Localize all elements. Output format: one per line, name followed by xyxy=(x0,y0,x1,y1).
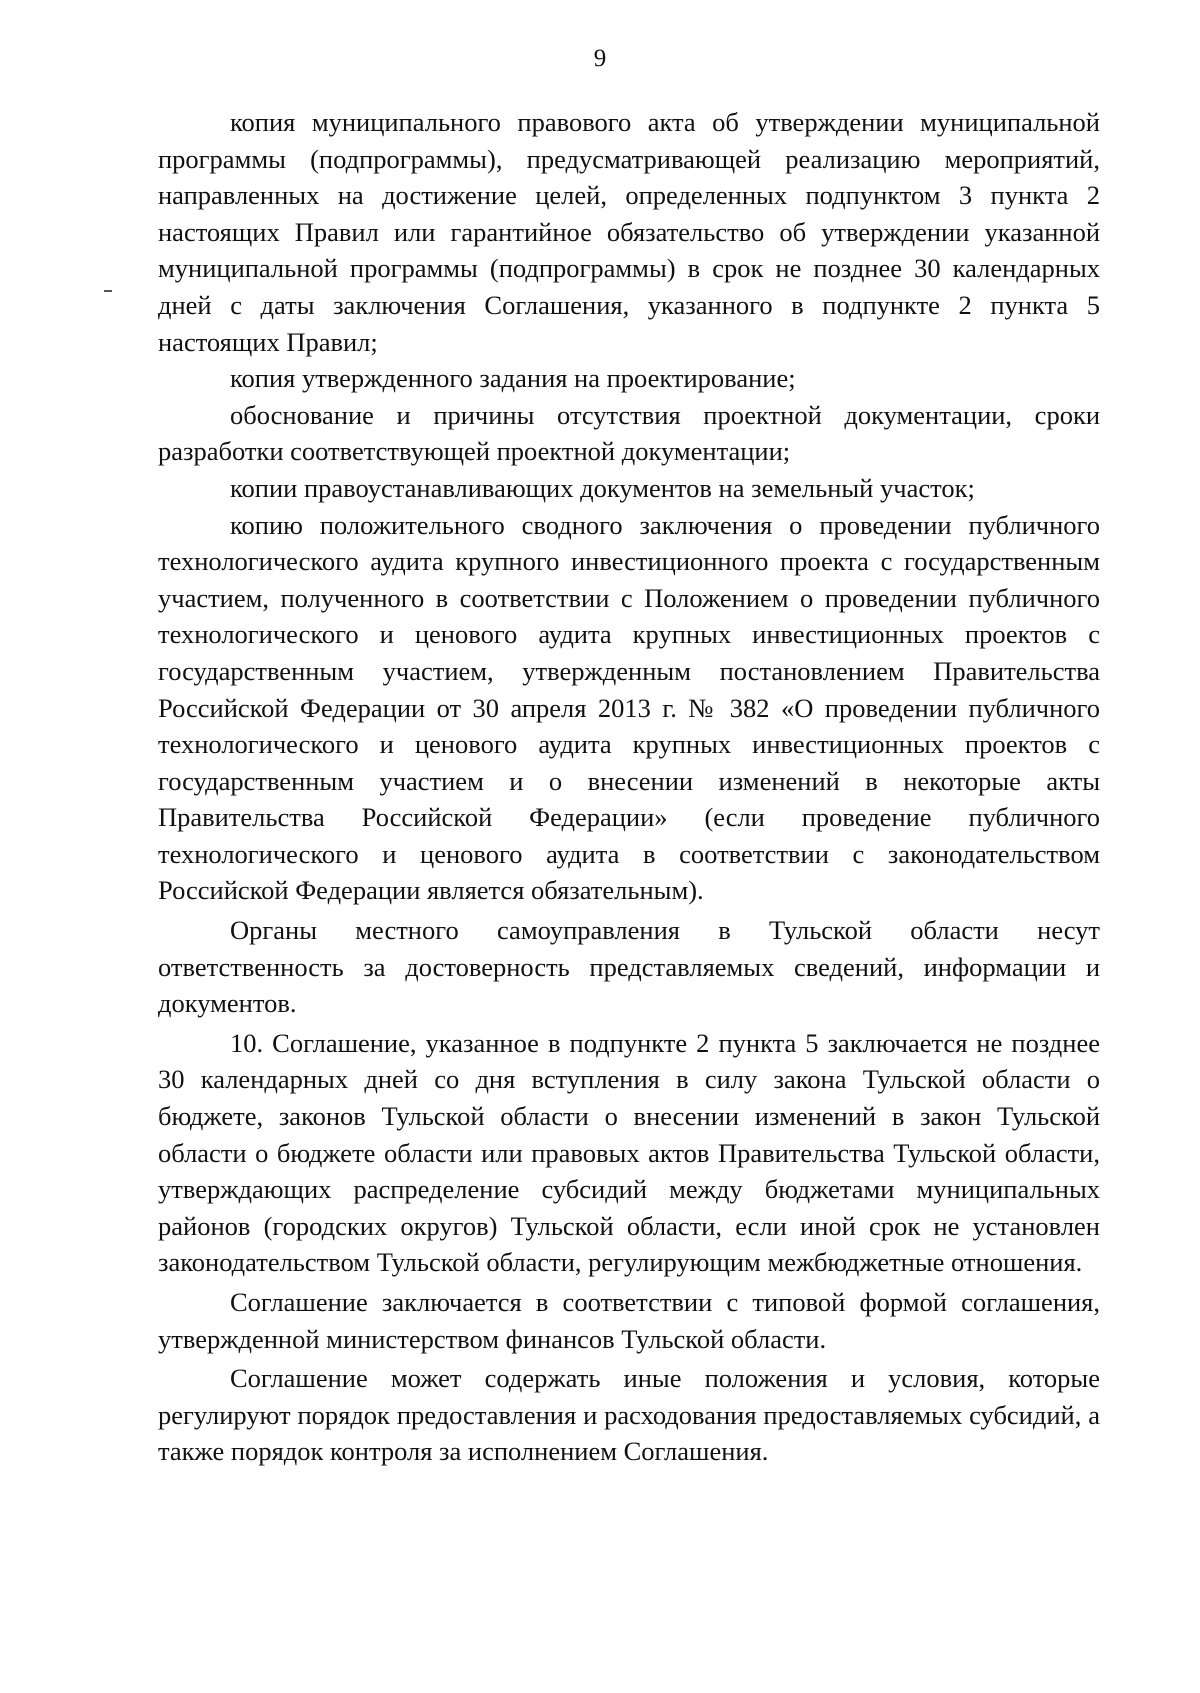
paragraph-local-government-responsibility: Органы местного самоуправления в Тульской области несут ответственность за достоверность представляемых сведений, информации и документов. xyxy=(158,915,1100,1019)
paragraph-point-10: 10. Соглашение, указанное в подпункте 2 пункта 5 заключается не позднее 30 календарных дней со дня вступления в силу закона Тульской области о бюджете, законов Тульской области о внесении изменений в закон Тульской области о бюджете области или правовых актов Правительства Тульской области, утверждающих распределение субсидий между бюджетами муниципальных районов (городских округов) Тульской области, если иной срок не установлен законодательством Тульской области, регулирующим межбюджетные отношения. xyxy=(158,1027,1100,1278)
paragraph-justification: обоснование и причины отсутствия проектной документации, сроки разработки соответствующей проектной документации; xyxy=(158,399,1100,467)
margin-dash-mark xyxy=(104,290,112,292)
document-body xyxy=(158,104,1100,1470)
paragraph-design-assignment-copy: копия утвержденного задания на проектирование; xyxy=(230,363,796,394)
paragraph-municipal-act-copy: копия муниципального правового акта об утверждении муниципальной программы (подпрограммы), предусматривающей реализацию мероприятий, направленных на достижение целей, определенных подпунктом 3 пункта 2 настоящих Правил или гарантийное обязательство об утверждении указанной муниципальной программы (подпрограммы) в срок не позднее 30 календарных дней с даты заключения Соглашения, указанного в подпункте 2 пункта 5 настоящих Правил; xyxy=(158,107,1100,357)
page-number: 9 xyxy=(593,45,607,72)
paragraph-other-provisions: Соглашение может содержать иные положения и условия, которые регулируют порядок предоставления и расходования предоставляемых субсидий, а также порядок контроля за исполнением Соглашения. xyxy=(158,1363,1100,1467)
paragraph-audit-conclusion: копию положительного сводного заключения о проведении публичного технологического аудита крупного инвестиционного проекта с государственным участием, полученного в соответствии с Положением о проведении публичного технологического и ценового аудита крупных инвестиционных проектов с государственным участием, утвержденным постановлением Правительства Российской Федерации от 30 апреля 2013 г. № 382 «О проведении публичного технологического и ценового аудита крупных инвестиционных проектов с государственным участием и о внесении изменений в некоторые акты Правительства Российской Федерации» (если проведение публичного технологического и ценового аудита в соответствии с законодательством Российской Федерации является обязательным). xyxy=(158,509,1100,906)
paragraph-standard-form: Соглашение заключается в соответствии с типовой формой соглашения, утвержденной министерством финансов Тульской области. xyxy=(158,1287,1100,1354)
paragraph-land-documents: копии правоустанавливающих документов на земельный участок; xyxy=(230,472,975,503)
